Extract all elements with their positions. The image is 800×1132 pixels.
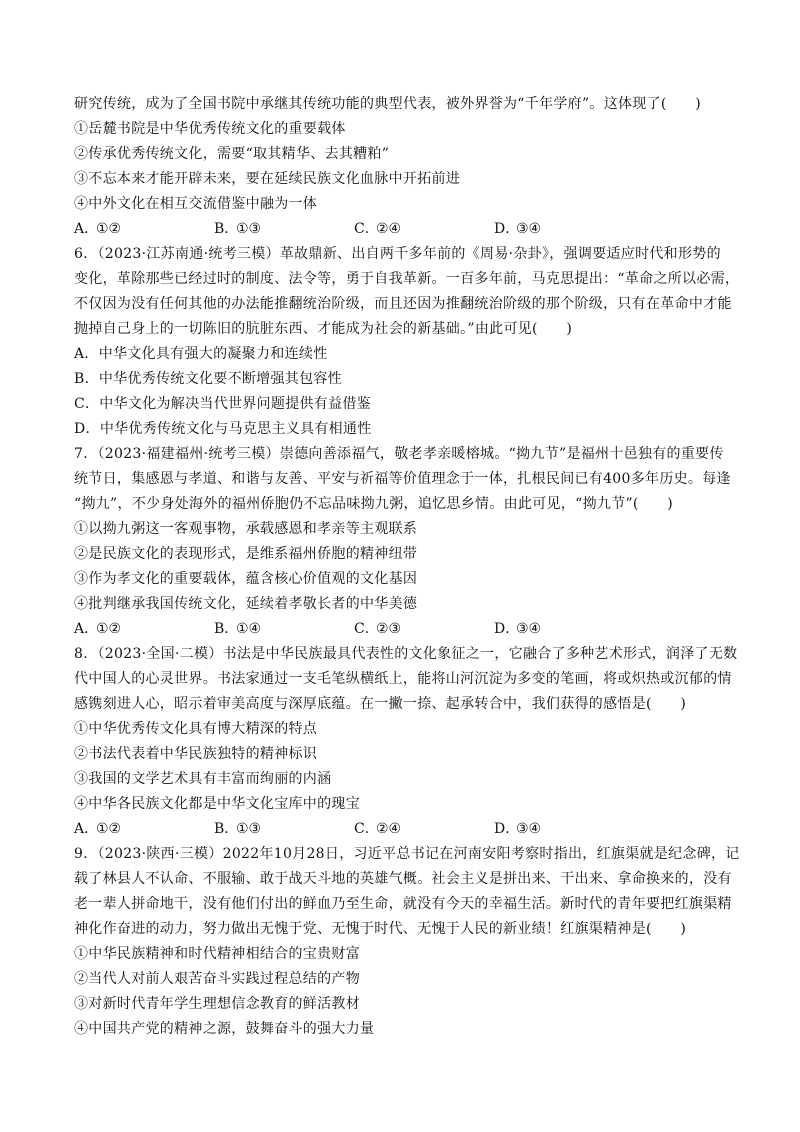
- question-text-line: 6．（2023·江苏南通·统考三模）革故鼎新、出自两千多年前的《周易·杂卦》，强调要适应时代和形势的: [74, 246, 721, 262]
- answer-options: [74, 817, 734, 842]
- question-text-line: 不仅因为没有任何其他的办法能推翻统治阶级，而且还因为推翻统治阶级的那个阶级，只有在革命中才能: [74, 296, 732, 312]
- question-text-line: 神化作奋进的动力，努力做出无愧于党、无愧于时代、无愧于人民的新业绩！红旗渠精神是( ): [74, 921, 687, 937]
- question-5: [74, 92, 734, 242]
- question-text-line: 研究传统，成为了全国书院中承继其传统功能的典型代表，被外界誉为“千年学府”。这体现了( ): [74, 96, 702, 112]
- statement-3: ③我国的文学艺术具有丰富而绚丽的内涵: [74, 771, 332, 787]
- statement-3: ③不忘本来才能开辟未来，要在延续民族文化血脉中开拓前进: [74, 171, 461, 187]
- option-c[interactable]: C．②④: [354, 221, 402, 237]
- statement-1: ①岳麓书院是中华优秀传统文化的重要载体: [74, 121, 346, 137]
- question-text-line: 7．（2023·福建福州·统考三模）崇德向善添福气，敬老孝亲暖榕城。“拗九节”是福州十邑独有的重要传: [74, 446, 724, 462]
- option-c[interactable]: C．②④: [354, 821, 402, 837]
- question-text-line: “拗九”，不少身处海外的福州侨胞仍不忘品味拗九粥，追忆思乡情。由此可见，“拗九节”( ): [74, 496, 674, 512]
- answer-options: [74, 617, 734, 642]
- statement-3: ③作为孝文化的重要载体，蕴含核心价值观的文化基因: [74, 571, 418, 587]
- statement-4: ④批判继承我国传统文化，延续着孝敬长者的中华美德: [74, 596, 418, 612]
- option-a[interactable]: A．①②: [74, 821, 122, 837]
- question-text-line: 9．（2023·陕西·三模）2022年10月28日，习近平总书记在河南安阳考察时指出，红旗渠就是纪念碑，记: [74, 846, 740, 862]
- option-b[interactable]: B．中华优秀传统文化要不断增强其包容性: [74, 371, 342, 387]
- option-d[interactable]: D．中华优秀传统文化与马克思主义具有相通性: [74, 421, 372, 437]
- statement-2: ②传承优秀传统文化，需要“取其精华、去其糟粕”: [74, 146, 390, 162]
- option-d[interactable]: D．③④: [494, 221, 542, 237]
- question-9: [74, 842, 740, 1042]
- statement-4: ④中国共产党的精神之源，鼓舞奋斗的强大力量: [74, 1021, 375, 1037]
- statement-2: ②书法代表着中华民族独特的精神标识: [74, 746, 318, 762]
- question-text-line: 代中国人的心灵世界。书法家通过一支毛笔纵横纸上，能将山河沉淀为多变的笔画，将或炽热或沉郁的情: [74, 671, 732, 687]
- option-a[interactable]: A．①②: [74, 621, 122, 637]
- question-text-line: 感镌刻进人心，昭示着审美高度与深厚底蕴。在一撇一捺、起承转合中，我们获得的感悟是( ): [74, 696, 687, 712]
- question-text-line: 变化，革除那些已经过时的制度、法令等，勇于自我革新。一百多年前，马克思提出：“革命之所以必需，: [74, 271, 740, 287]
- question-text-line: 抛掉自己身上的一切陈旧的肮脏东西、才能成为社会的新基础。”由此可见( ): [74, 321, 573, 337]
- statement-1: ①中华民族精神和时代精神相结合的宝贵财富: [74, 946, 360, 962]
- question-text-line: 载了林县人不认命、不服输、敢于战天斗地的英雄气概。社会主义是拼出来、干出来、拿命换来的，没有: [74, 871, 732, 887]
- option-b[interactable]: B．①③: [214, 821, 262, 837]
- statement-1: ①以拗九粥这一客观事物，承载感恩和孝亲等主观联系: [74, 521, 418, 537]
- question-7: [74, 442, 734, 642]
- option-d[interactable]: D．③④: [494, 621, 542, 637]
- question-6: [74, 242, 740, 442]
- option-d[interactable]: D．③④: [494, 821, 542, 837]
- option-b[interactable]: B．①④: [214, 621, 262, 637]
- statement-4: ④中华各民族文化都是中华文化宝库中的瑰宝: [74, 796, 360, 812]
- statement-2: ②是民族文化的表现形式，是维系福州侨胞的精神纽带: [74, 546, 418, 562]
- option-a[interactable]: A．中华文化具有强大的凝聚力和连续性: [74, 346, 328, 362]
- question-8: [74, 642, 738, 842]
- question-text-line: 8．（2023·全国·二模）书法是中华民族最具代表性的文化象征之一，它融合了多种艺术形式，润泽了无数: [74, 646, 738, 662]
- statement-4: ④中外文化在相互交流借鉴中融为一体: [74, 196, 318, 212]
- answer-options: [74, 217, 734, 242]
- statement-3: ③对新时代青年学生理想信念教育的鲜活教材: [74, 996, 360, 1012]
- option-c[interactable]: C．②③: [354, 621, 402, 637]
- question-text-line: 老一辈人拼命地干，没有他们付出的鲜血乃至生命，就没有今天的幸福生活。新时代的青年要把红旗渠精: [74, 896, 732, 912]
- statement-2: ②当代人对前人艰苦奋斗实践过程总结的产物: [74, 971, 360, 987]
- option-c[interactable]: C．中华文化为解决当代世界问题提供有益借鉴: [74, 396, 372, 412]
- document-page: [74, 92, 740, 1042]
- option-a[interactable]: A．①②: [74, 221, 122, 237]
- statement-1: ①中华优秀传文化具有博大精深的特点: [74, 721, 318, 737]
- option-b[interactable]: B．①③: [214, 221, 262, 237]
- question-text-line: 统节日，集感恩与孝道、和谐与友善、平安与祈福等价值理念于一体，扎根民间已有400多年历史。每逢: [74, 471, 731, 487]
